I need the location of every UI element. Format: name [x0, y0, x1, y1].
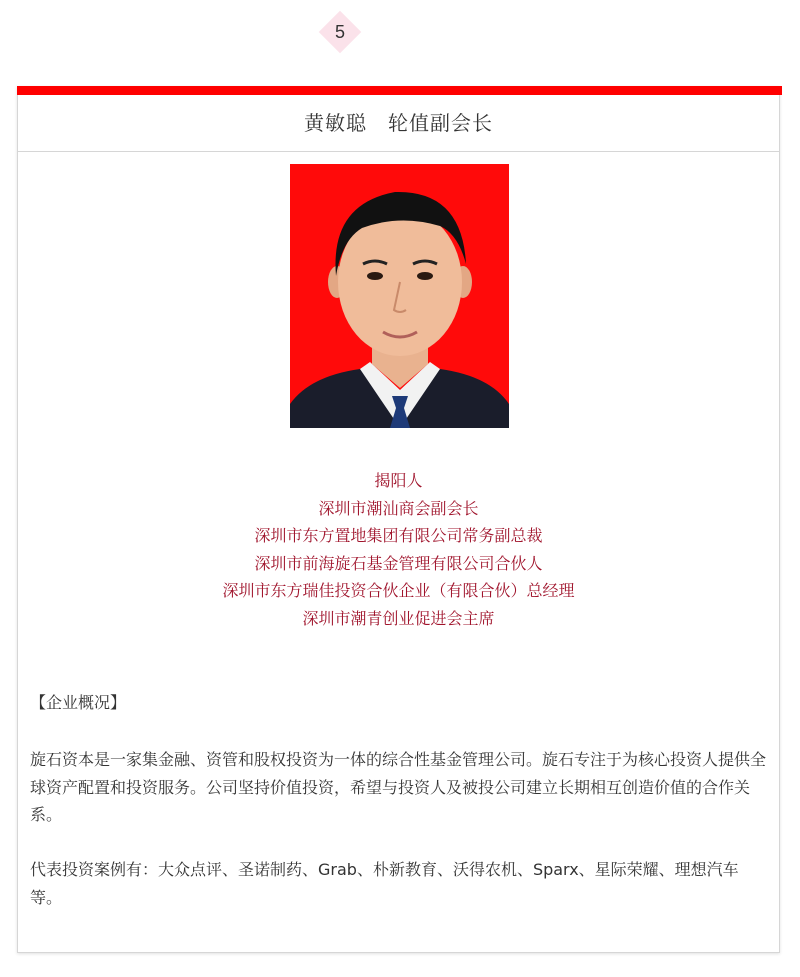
company-intro: 旋石资本是一家集金融、资管和股权投资为一体的综合性基金管理公司。旋石专注于为核心投资人提供全球资产配置和投资服务。公司坚持价值投资，希望与投资人及被投公司建立长期相互创造价值的合作关系。	[30, 750, 767, 824]
portrait-illustration	[290, 164, 509, 428]
section-number: 5	[334, 22, 345, 42]
company-section-title: 【企业概况】	[30, 693, 127, 712]
role-item: 深圳市潮青创业促进会主席	[302, 608, 495, 628]
role-item: 深圳市东方置地集团有限公司常务副总裁	[254, 526, 543, 546]
profile-card	[17, 86, 780, 953]
role-item: 深圳市东方瑞佳投资合伙企业（有限合伙）总经理	[222, 581, 575, 601]
role-item: 揭阳人	[374, 471, 423, 490]
role-item: 深圳市前海旋石基金管理有限公司合伙人	[254, 553, 543, 573]
portrait-photo	[290, 164, 509, 428]
investment-cases: 代表投资案例有：大众点评、圣诺制药、Grab、朴新教育、沃得农机、Sparx、星际荣耀、理想汽车等。	[30, 860, 739, 907]
role-list	[18, 467, 779, 633]
section-number-badge	[318, 10, 362, 54]
divider	[18, 151, 779, 152]
role-item: 深圳市潮汕商会副会长	[318, 498, 479, 518]
profile-title: 黄敏聪 轮值副会长	[304, 111, 493, 135]
accent-bar	[17, 86, 782, 95]
